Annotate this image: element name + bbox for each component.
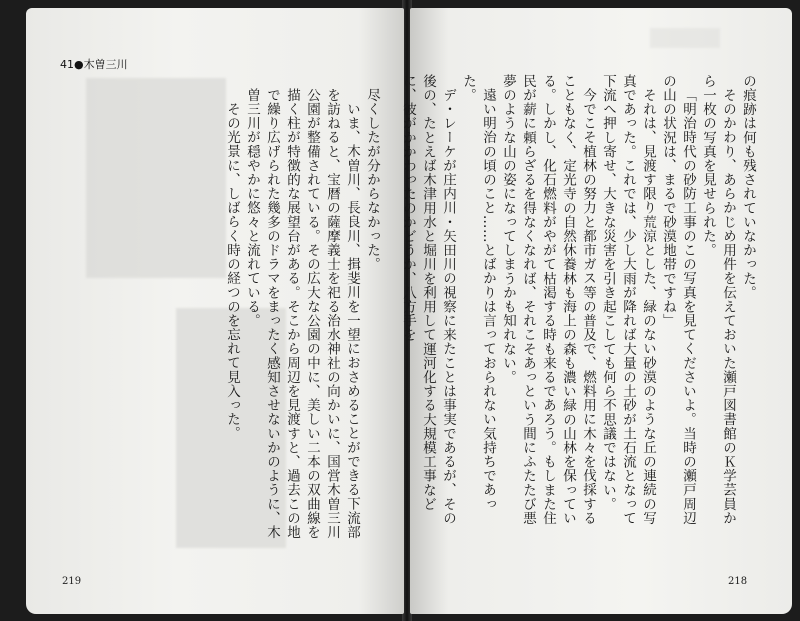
- paragraph: の痕跡は何も残されていなかった。: [740, 74, 756, 300]
- bleed-through-image: [86, 78, 226, 278]
- paragraph: 遠い明治の頃のこと……とばかりは言っておられない気持ちであった。: [460, 74, 496, 511]
- paragraph: その光景に、しばらく時の経つのを忘れて見入った。: [224, 101, 240, 440]
- paragraph: それは、見渡す限り荒涼とした、緑のない砂漠のような丘の連続の写真であった。これでは、少し大雨が降れば大量の土砂が土石流となって下流へ押し寄せ、大きな災害を引き起こしても何ら不思議ではない。: [600, 74, 656, 526]
- paragraph: 「明治時代の砂防工事のこの写真を見てくださいよ。当時の瀬戸周辺の山の状況は、まるで砂漠地帯ですね」: [660, 74, 696, 525]
- paragraph: 尽くしたが分からなかった。: [364, 88, 380, 272]
- right-page-body: [400, 74, 758, 534]
- paragraph: そのかわり、あらかじめ用件を伝えておいた瀬戸図書館のＫ学芸員から一枚の写真を見せられた。: [700, 74, 736, 525]
- left-page: [26, 8, 404, 614]
- running-head: 41●木曽三川: [60, 58, 128, 71]
- left-page-body: [224, 88, 382, 548]
- bleed-through-image: [650, 28, 720, 48]
- page-number: 218: [728, 576, 748, 587]
- right-page: [400, 8, 792, 614]
- page-number: 219: [62, 576, 82, 587]
- paragraph: いま、木曽川、長良川、揖斐川を一望におさめることができる下流部を訪ねると、宝暦の薩摩義士を祀る治水神社の向かいに、国営木曽三川公園が整備されている。その広大な公園の中に、美しい二本の双曲線を描く柱が特徴的な展望台がある。そこから周辺を見渡すと、過去この地で繰り広げられた幾多のドラマをまったく感知させないかのように、木曽三川が穏やかに悠々と流れている。: [244, 88, 360, 540]
- paragraph: 今でこそ植林の努力と都市ガス等の普及で、燃料用に木々を伐採することもなく、定光寺の自然休養林も海上の森も濃い緑の山林を保っている。しかし、化石燃料がやがて枯渇する時も来るであろう。もしまた住民が薪に頼らざるを得なくなれば、それこそあっという間にふたたび悪夢のような山の姿になってしまうかも知れない。: [500, 74, 596, 526]
- paragraph: デ・レーケが庄内川・矢田川の視察に来たことは事実であるが、その後の、たとえば木津用水と堀川を利用して運河化する大規模工事などに、彼がかかわったのかどうか、八方手を: [400, 74, 456, 525]
